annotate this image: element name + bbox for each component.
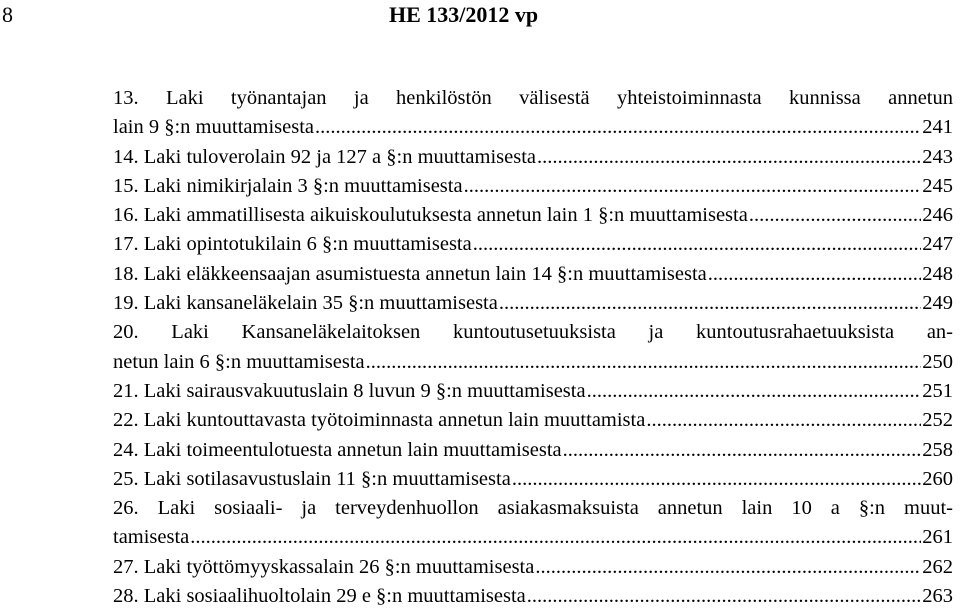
toc-entry: [113, 260, 953, 289]
toc-entry-title: tamisesta: [113, 526, 190, 549]
toc-entry-title: netun lain 6 §:n muuttamisesta: [113, 350, 365, 373]
toc-entry-page-number: 246: [922, 204, 953, 227]
toc-entry-page-number: 262: [922, 555, 953, 578]
page-number: 8: [2, 2, 13, 27]
dot-leader: [708, 260, 921, 289]
toc-entry-title: 27. Laki työttömyyskassalain 26 §:n muuttamisesta: [113, 555, 535, 578]
toc-entry: [113, 377, 953, 406]
dot-leader: [646, 406, 921, 435]
table-of-contents: [113, 84, 953, 611]
dot-leader: [535, 553, 921, 582]
toc-entry-title: 21. Laki sairausvakuutuslain 8 luvun 9 §:n muuttamisesta: [113, 379, 586, 402]
toc-entry-title: lain 9 §:n muuttamisesta: [113, 116, 314, 139]
toc-entry: [113, 230, 953, 259]
toc-entry-page-number: 248: [922, 262, 953, 285]
dot-leader: [527, 582, 921, 611]
toc-entry: [113, 465, 953, 494]
toc-entry-title: 17. Laki opintotukilain 6 §:n muuttamisesta: [113, 233, 472, 256]
toc-entry-title: 24. Laki toimeentulotuesta annetun lain muuttamisesta: [113, 438, 562, 461]
toc-entry: [113, 553, 953, 582]
toc-entry-page-number: 260: [922, 467, 953, 490]
dot-leader: [749, 201, 921, 230]
dot-leader: [499, 289, 921, 318]
dot-leader: [587, 377, 922, 406]
toc-entry-page-number: 241: [922, 116, 953, 139]
dot-leader: [464, 172, 922, 201]
dot-leader: [366, 348, 922, 377]
toc-entry-page-number: 249: [922, 292, 953, 315]
toc-entry-page-number: 252: [922, 409, 953, 432]
dot-leader: [315, 113, 921, 142]
toc-entry: [113, 523, 953, 552]
toc-entry-page-number: 261: [922, 526, 953, 549]
dot-leader: [537, 143, 921, 172]
dot-leader: [190, 523, 921, 552]
toc-entry-page-number: 251: [922, 379, 953, 402]
toc-entry: [113, 172, 953, 201]
toc-entry-title: 16. Laki ammatillisesta aikuiskoulutuksesta annetun lain 1 §:n muuttamisesta: [113, 204, 748, 227]
dot-leader: [473, 230, 922, 259]
toc-entry: [113, 113, 953, 142]
toc-entry-title: 18. Laki eläkkeensaajan asumistuesta annetun lain 14 §:n muuttamisesta: [113, 262, 707, 285]
toc-entry-page-number: 258: [922, 438, 953, 461]
toc-entry: [113, 582, 953, 611]
toc-entry-title: 25. Laki sotilasavustuslain 11 §:n muuttamisesta: [113, 467, 511, 490]
toc-entry: [113, 143, 953, 172]
toc-entry-title: 22. Laki kuntouttavasta työtoiminnasta annetun lain muuttamista: [113, 409, 646, 432]
toc-entry-page-number: 247: [922, 233, 953, 256]
toc-entry-page-number: 245: [922, 174, 953, 197]
toc-entry-first-line: 20. Laki Kansaneläkelaitoksen kuntoutusetuuksista ja kuntoutusrahaetuuksista an-: [113, 321, 953, 344]
toc-entry-page-number: 243: [922, 145, 953, 168]
toc-entry: [113, 289, 953, 318]
toc-entry-title: 28. Laki sosiaalihuoltolain 29 e §:n muuttamisesta: [113, 585, 526, 608]
toc-entry: [113, 201, 953, 230]
toc-entry-title: 14. Laki tuloverolain 92 ja 127 a §:n muuttamisesta: [113, 145, 537, 168]
toc-entry-page-number: 263: [922, 585, 953, 608]
toc-entry-first-line: 26. Laki sosiaali- ja terveydenhuollon asiakasmaksuista annetun lain 10 a §:n muut-: [113, 497, 953, 520]
toc-entry: [113, 436, 953, 465]
document-title: HE 133/2012 vp: [389, 2, 539, 27]
dot-leader: [512, 465, 921, 494]
toc-entry: [113, 406, 953, 435]
toc-entry-first-line: 13. Laki työnantajan ja henkilöstön välisestä yhteistoiminnasta kunnissa annetun: [113, 87, 953, 109]
toc-entry-title: 15. Laki nimikirjalain 3 §:n muuttamisesta: [113, 174, 463, 197]
dot-leader: [563, 436, 922, 465]
toc-entry-page-number: 250: [922, 350, 953, 373]
toc-entry-title: 19. Laki kansaneläkelain 35 §:n muuttamisesta: [113, 292, 498, 315]
toc-entry: [113, 348, 953, 377]
